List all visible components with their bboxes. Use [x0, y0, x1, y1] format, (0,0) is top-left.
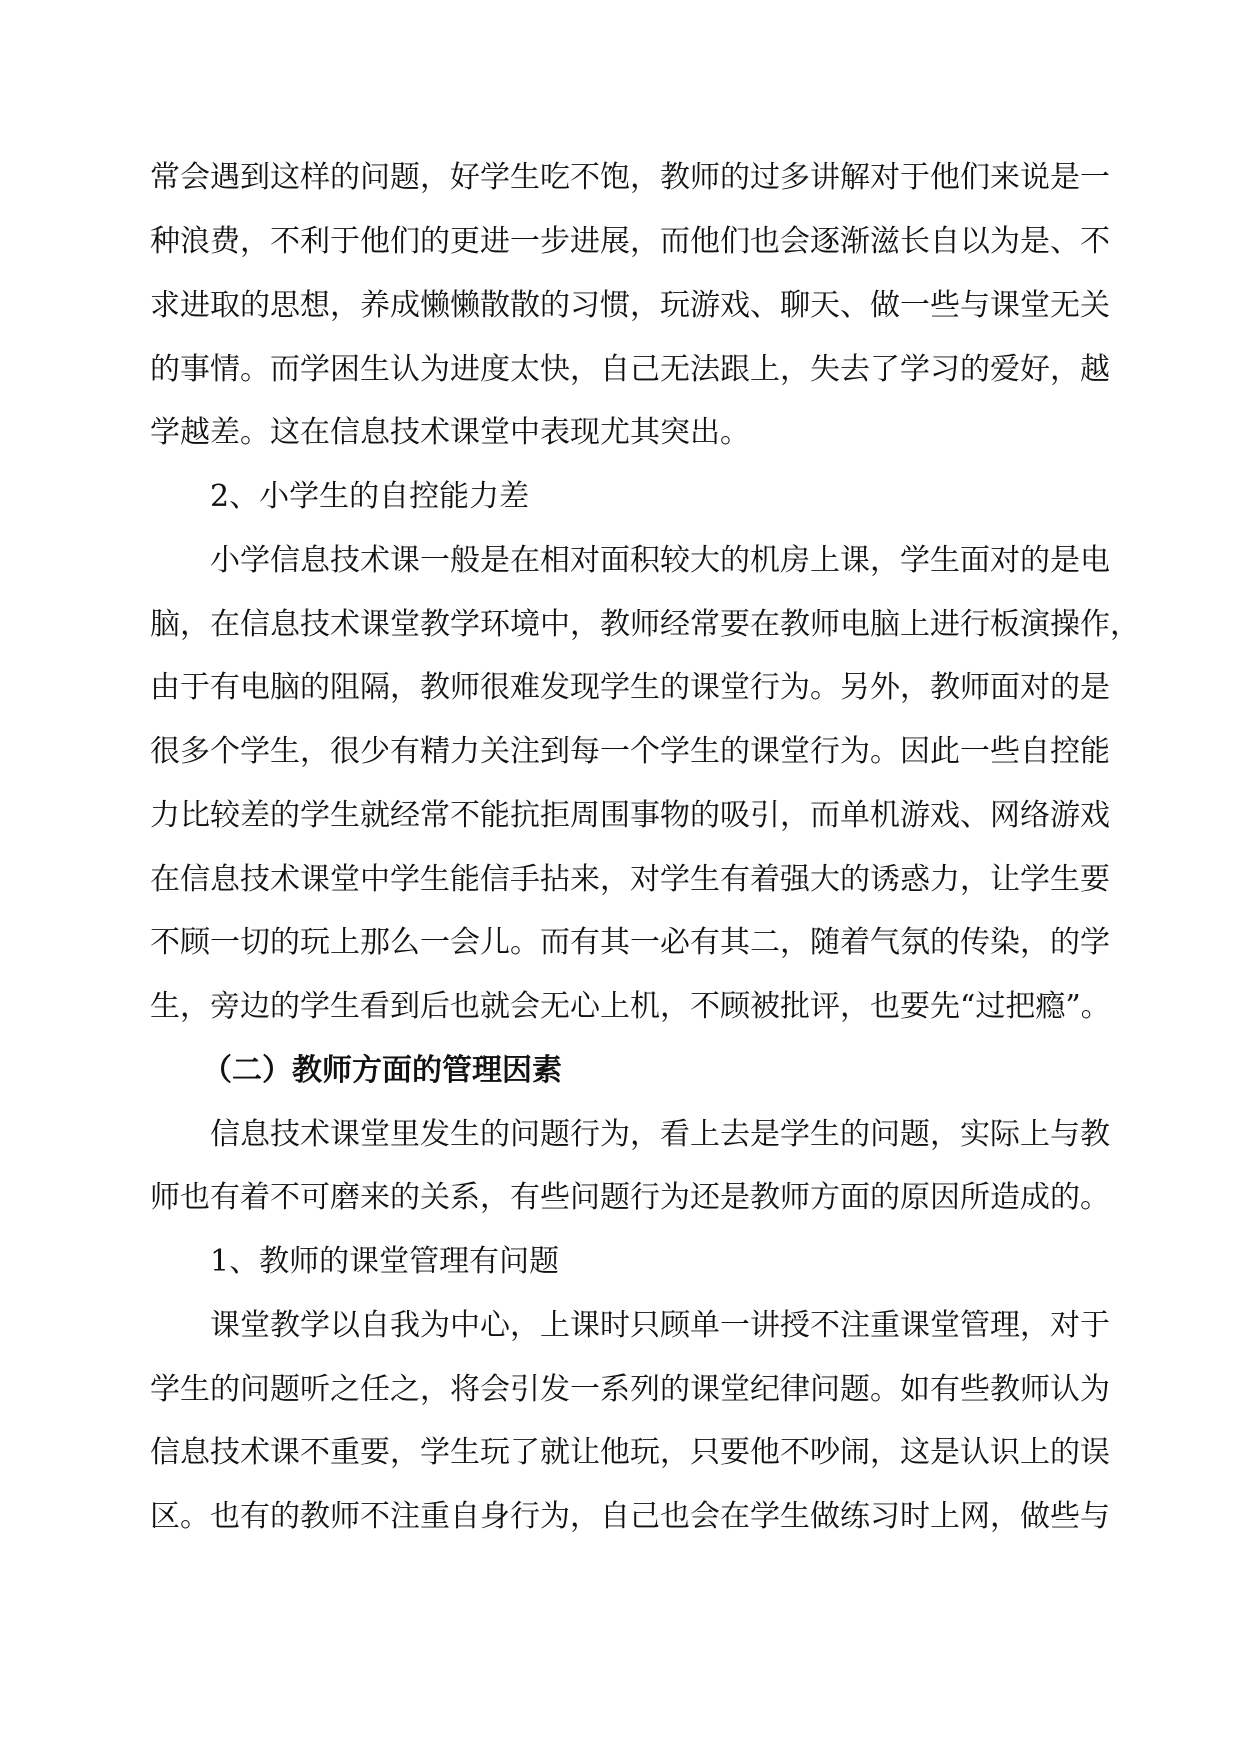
- paragraph-line: 课堂教学以自我为中心，上课时只顾单一讲授不注重课堂管理，对于: [210, 1308, 1110, 1343]
- paragraph-line: 师也有着不可磨来的关系，有些问题行为还是教师方面的原因所造成的。: [150, 1180, 1110, 1215]
- paragraph-line: 信息技术课不重要，学生玩了就让他玩，只要他不吵闹，这是认识上的误: [150, 1435, 1110, 1470]
- paragraph-line: 很多个学生，很少有精力关注到每一个学生的课堂行为。因此一些自控能: [150, 734, 1110, 769]
- subheading: 1、教师的课堂管理有问题: [210, 1244, 560, 1279]
- paragraph-line: 脑，在信息技术课堂教学环境中，教师经常要在教师电脑上进行板演操作，: [150, 607, 1140, 642]
- paragraph-line: 力比较差的学生就经常不能抗拒周围事物的吸引，而单机游戏、网络游戏: [150, 798, 1110, 833]
- paragraph-line: 生，旁边的学生看到后也就会无心上机，不顾被批评，也要先“过把瘾”。: [150, 989, 1111, 1024]
- paragraph-line: 由于有电脑的阻隔，教师很难发现学生的课堂行为。另外，教师面对的是: [150, 670, 1110, 705]
- paragraph-line: 小学信息技术课一般是在相对面积较大的机房上课，学生面对的是电: [210, 543, 1110, 578]
- paragraph-line: 在信息技术课堂中学生能信手拈来，对学生有着强大的诱惑力，让学生要: [150, 862, 1110, 897]
- paragraph-line: 信息技术课堂里发生的问题行为，看上去是学生的问题，实际上与教: [210, 1117, 1110, 1152]
- paragraph-line: 求进取的思想，养成懒懒散散的习惯，玩游戏、聊天、做一些与课堂无关: [150, 288, 1110, 323]
- paragraph-line: 的事情。而学困生认为进度太快，自己无法跟上，失去了学习的爱好，越: [150, 352, 1110, 387]
- paragraph-line: 不顾一切的玩上那么一会儿。而有其一必有其二，随着气氛的传染，的学: [150, 925, 1110, 960]
- paragraph-line: 区。也有的教师不注重自身行为，自己也会在学生做练习时上网，做些与: [150, 1499, 1110, 1534]
- section-heading: （二）教师方面的管理因素: [202, 1053, 562, 1088]
- paragraph-line: 学生的问题听之任之，将会引发一系列的课堂纪律问题。如有些教师认为: [150, 1372, 1110, 1407]
- paragraph-line: 种浪费，不利于他们的更进一步进展，而他们也会逐渐滋长自以为是、不: [150, 224, 1110, 259]
- paragraph-line: 常会遇到这样的问题，好学生吃不饱，教师的过多讲解对于他们来说是一: [150, 160, 1110, 195]
- paragraph-line: 学越差。这在信息技术课堂中表现尤其突出。: [150, 415, 750, 450]
- subheading: 2、小学生的自控能力差: [210, 479, 530, 514]
